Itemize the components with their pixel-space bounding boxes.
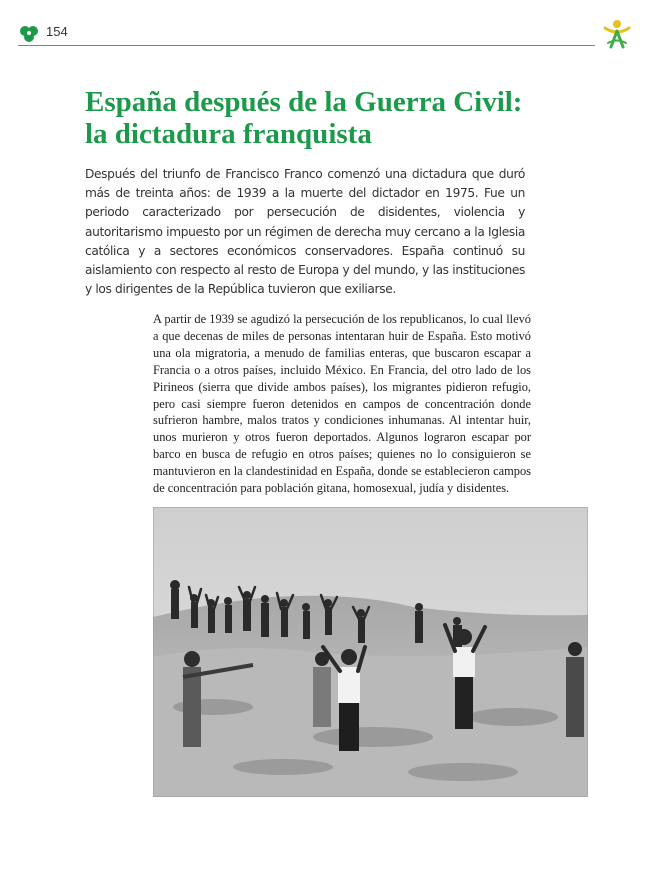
- historical-photo: [153, 507, 588, 797]
- section-title-line-1: España después de la Guerra Civil:: [85, 86, 523, 118]
- page-header: [18, 18, 658, 54]
- header-rule: [18, 45, 595, 46]
- person-figure-emblem-icon: [602, 18, 632, 50]
- body-paragraph: A partir de 1939 se agudizó la persecución de los republicanos, lo cual llevó a que decenas de miles de personas intentaran huir de España. Esto motivó una ola migratoria, a menudo de familias enteras, que buscaron escapar a Francia o a otros países, incluido México. En Francia, del otro lado de los Pirineos (sierra que divide ambos países), los migrantes pidieron refugio, pero casi siempre fueron detenidos en campos de concentración donde sufrieron hambre, malos tratos y condiciones inhumanas. Al intentar huir, unos murieron y otros fueron deportados. Algunos lograron escapar por barco en busca de refugio en otros países; quienes no lo consiguieron se mantuvieron en la clandestinidad en España, donde se establecieron campos de concentración para población gitana, homosexual, judía y disidentes.: [153, 312, 531, 496]
- section-title-line-2: la dictadura franquista: [85, 118, 372, 150]
- clover-logo-icon: [18, 22, 40, 44]
- refugees-surrendering-photo: [153, 507, 588, 797]
- page-number: 154: [46, 24, 68, 39]
- section-title: [85, 86, 605, 150]
- intro-paragraph: Después del triunfo de Francisco Franco comenzó una dictadura que duró más de treinta años: de 1939 a la muerte del dictador en 1975. Fue un periodo caracterizado por persecución de disidentes, violencia y autoritarismo impuesto por un régimen de derecha muy cercano a la Iglesia católica y a sectores económicos conservadores. España continuó su aislamiento con respecto al resto de Europa y del mundo, y las instituciones y los dirigentes de la República tuvieron que exiliarse.: [85, 167, 525, 297]
